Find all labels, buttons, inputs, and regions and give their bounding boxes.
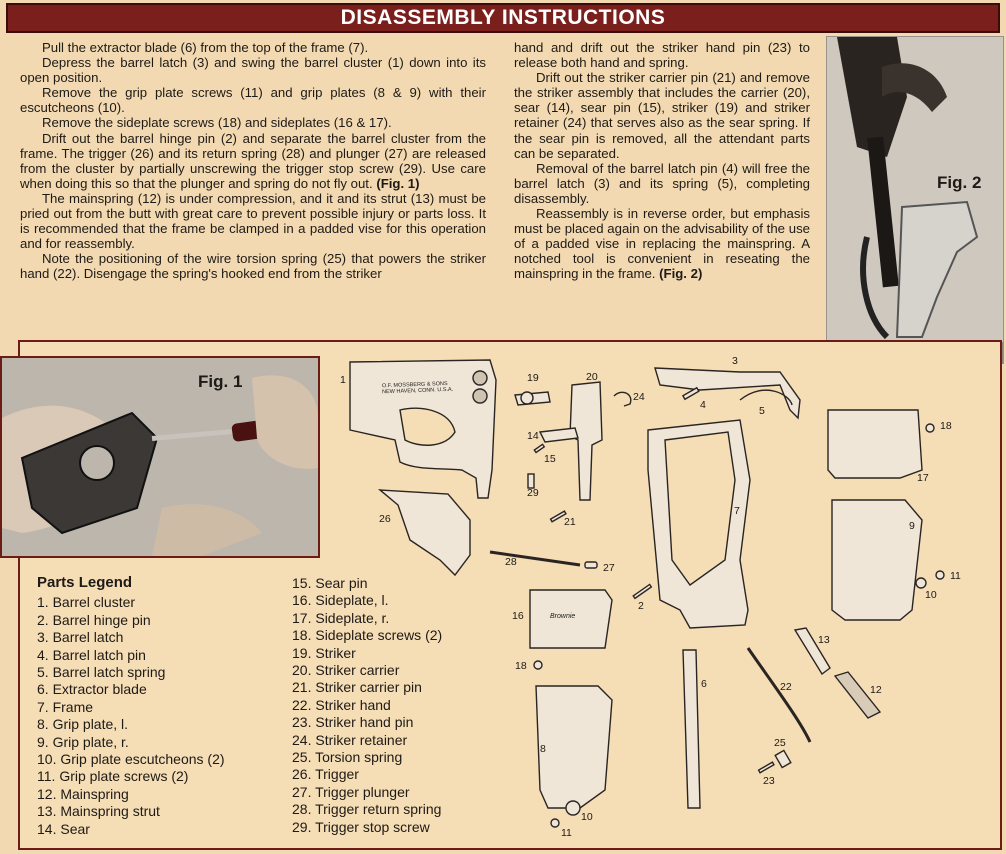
- callout-20: 20: [586, 371, 598, 383]
- legend-item: 9. Grip plate, r.: [37, 733, 129, 750]
- callout-25: 25: [774, 737, 786, 749]
- legend-item: 19. Striker: [292, 644, 356, 661]
- fig1-reference: (Fig. 1): [376, 175, 420, 191]
- part-sear: [540, 428, 578, 442]
- callout-6: 6: [701, 678, 707, 690]
- part-grip-plate-screw: [936, 571, 944, 579]
- legend-item: 10. Grip plate escutcheons (2): [37, 751, 225, 768]
- legend-item: 14. Sear: [37, 820, 90, 837]
- part-grip-plate-right: [832, 500, 922, 620]
- part-striker-retainer: [614, 392, 631, 406]
- parts-legend-column-b: [292, 575, 442, 836]
- legend-item: 24. Striker retainer: [292, 731, 408, 748]
- instruction-paragraph: Removal of the barrel latch pin (4) will free the barrel latch (3) and its spring (5), completing disassembly.: [514, 160, 810, 206]
- callout-1: 1: [340, 374, 346, 386]
- callout-3: 3: [732, 355, 738, 367]
- callout-7: 7: [734, 505, 740, 517]
- part-grip-plate-screw: [551, 819, 559, 827]
- callout-17: 17: [917, 472, 929, 484]
- part-striker-hand: [748, 648, 810, 742]
- callout-8: 8: [540, 743, 546, 755]
- legend-item: 13. Mainspring strut: [37, 803, 160, 820]
- legend-item: 21. Striker carrier pin: [292, 679, 422, 696]
- page-title: DISASSEMBLY INSTRUCTIONS: [340, 6, 666, 29]
- legend-item: 15. Sear pin: [292, 575, 368, 591]
- legend-item: 17. Sideplate, r.: [292, 609, 390, 626]
- callout-27: 27: [603, 562, 615, 574]
- legend-item: 5. Barrel latch spring: [37, 664, 166, 681]
- legend-item: 16. Sideplate, l.: [292, 592, 389, 609]
- callout-14: 14: [527, 430, 539, 442]
- legend-item: 11. Grip plate screws (2): [37, 768, 189, 785]
- part-trigger: [380, 490, 470, 575]
- callout-9: 9: [909, 520, 915, 532]
- part-trigger-return-spring: [490, 552, 580, 565]
- callout-11: 11: [561, 827, 572, 839]
- callout-24: 24: [633, 391, 645, 403]
- part-trigger-stop-screw: [528, 474, 534, 488]
- instruction-paragraph: Remove the sideplate screws (18) and sideplates (16 & 17).: [42, 115, 392, 131]
- part-sear-pin: [534, 444, 544, 452]
- callout-11: 11: [950, 570, 961, 582]
- legend-item: 25. Torsion spring: [292, 749, 403, 766]
- callout-15: 15: [544, 453, 556, 465]
- part-torsion-spring: [775, 750, 791, 767]
- callout-18: 18: [940, 420, 952, 432]
- callout-21: 21: [564, 516, 576, 528]
- instruction-paragraph: Pull the extractor blade (6) from the top of the frame (7).: [42, 40, 369, 55]
- instruction-paragraph: hand and drift out the striker hand pin (23) to release both hand and spring.: [514, 40, 810, 71]
- callout-18: 18: [515, 660, 527, 672]
- legend-item: 12. Mainspring: [37, 785, 129, 802]
- part-sideplate-screw: [926, 424, 934, 432]
- callout-28: 28: [505, 556, 517, 568]
- legend-item: 18. Sideplate screws (2): [292, 627, 443, 644]
- instruction-paragraph: Remove the grip plate screws (11) and grip plates (8 & 9) with their escutcheons (10).: [20, 85, 486, 116]
- part-striker-carrier: [570, 382, 602, 500]
- callout-26: 26: [379, 513, 391, 525]
- legend-item: 8. Grip plate, l.: [37, 716, 129, 733]
- legend-item: 28. Trigger return spring: [292, 801, 442, 818]
- legend-item: 20. Striker carrier: [292, 662, 400, 679]
- callout-16: 16: [512, 610, 524, 622]
- callout-10: 10: [925, 589, 937, 601]
- legend-item: 23. Striker hand pin: [292, 714, 414, 731]
- part-sideplate-screw: [534, 661, 542, 669]
- part-sideplate-right: [828, 410, 922, 478]
- legend-item: 6. Extractor blade: [37, 681, 147, 698]
- legend-item: 2. Barrel hinge pin: [37, 611, 151, 628]
- callout-13: 13: [818, 634, 830, 646]
- callout-22: 22: [780, 681, 792, 693]
- legend-item: 3. Barrel latch: [37, 629, 124, 646]
- fig1-label: Fig. 1: [198, 372, 243, 391]
- instruction-paragraph: Depress the barrel latch (3) and swing the barrel cluster (1) down into its open position.: [20, 55, 486, 86]
- part-striker-hand-pin: [759, 762, 774, 773]
- callout-29: 29: [527, 487, 539, 499]
- part-barrel-hinge-pin: [633, 584, 651, 598]
- instruction-paragraph: The mainspring (12) is under compression, and it and its strut (13) must be pried out from the butt with great care to prevent possible injury or parts loss. It is recommended that the frame be clamped in a padded vise for this operation and for reassembly.: [20, 190, 486, 252]
- callout-19: 19: [527, 372, 539, 384]
- callout-2: 2: [638, 600, 644, 612]
- legend-item: 4. Barrel latch pin: [37, 646, 146, 663]
- instruction-text: Reassembly is in reverse order, but emphasis must be placed again on the advisability of the use of a padded vise in replacing the mainspring. A notched tool is convenient in reseating the mainspring in the frame.: [514, 206, 810, 282]
- part-grip-plate-left: [536, 686, 612, 808]
- instruction-paragraph: Note the positioning of the wire torsion spring (25) that powers the striker hand (22). Disengage the spring's hooked end from the striker: [20, 251, 486, 282]
- callout-5: 5: [759, 405, 765, 417]
- legend-item: 7. Frame: [37, 698, 94, 715]
- legend-item: 29. Trigger stop screw: [292, 818, 430, 835]
- barrel-engraving: O.F. MOSSBERG & SONS NEW HAVEN, CONN. U.S.A.: [381, 380, 454, 396]
- part-trigger-plunger: [585, 562, 597, 568]
- legend-item: 22. Striker hand: [292, 696, 391, 713]
- parts-legend-title: Parts Legend: [37, 574, 133, 591]
- part-grip-escutcheon: [916, 578, 926, 588]
- callout-12: 12: [870, 684, 882, 696]
- instruction-paragraph: Drift out the striker carrier pin (21) and remove the striker assembly that includes the carrier (20), sear (14), sear pin (15), striker (19) and striker retainer (24) that serves also as the sear spring. If the sear pin is removed, all the attendant parts can be separated.: [514, 70, 810, 161]
- fig2-reference: (Fig. 2): [659, 266, 703, 282]
- callout-4: 4: [700, 399, 706, 411]
- legend-item: 27. Trigger plunger: [292, 783, 410, 800]
- legend-item: 1. Barrel cluster: [37, 594, 136, 611]
- callout-10: 10: [581, 811, 593, 823]
- sideplate-engraving: Brownie: [550, 613, 576, 620]
- fig2-label: Fig. 2: [937, 173, 982, 192]
- callout-23: 23: [763, 775, 775, 787]
- instruction-text: Drift out the barrel hinge pin (2) and separate the barrel cluster from the frame. The trigger (26) and its return spring (28) and plunger (27) are released from the cluster by partially unscrewing the trigger stop screw (29). Use care when doing this so that the plunger and spring do not fly out.: [20, 130, 486, 191]
- part-grip-escutcheon: [566, 801, 580, 815]
- legend-item: 26. Trigger: [292, 766, 359, 783]
- part-extractor-blade: [683, 650, 700, 808]
- parts-legend-column-a: [37, 574, 225, 838]
